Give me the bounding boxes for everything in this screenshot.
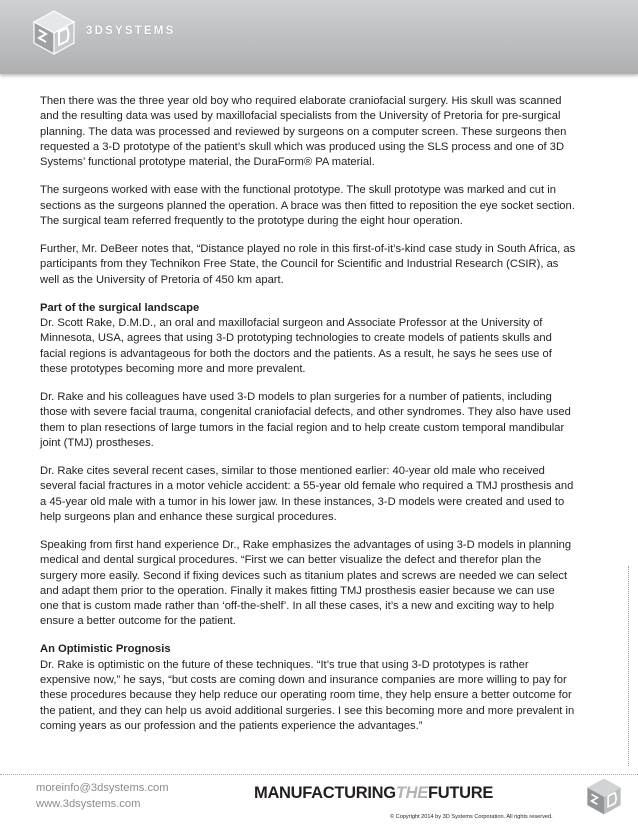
paragraph (40, 390, 576, 451)
paragraph-text: Dr. Rake and his colleagues have used 3-D models to plan surgeries for a number of patients, including those with severe facial trauma, congenital craniofacial defects, and other syndromes. They also have used them to plan resections of large tumors in the facial region and to help create custom temporal mandibular joint (TMJ) prostheses. (40, 390, 571, 449)
side-divider (628, 566, 629, 766)
paragraph-text: Then there was the three year old boy who required elaborate craniofacial surgery. His skull was scanned and the resulting data was used by maxillofacial specialists from the University of Pretoria for pre-surgical planning. The data was processed and reviewed by surgeons on a computer screen. These surgeons then requested a 3-D prototype of the patient’s skull which was produced using the SLS process and one of 3D Systems’ functional prototype material, the DuraForm® PA material. (40, 95, 567, 169)
3d-cube-logo-icon (30, 8, 78, 56)
footer-divider (0, 774, 638, 775)
footer-contact (36, 781, 169, 812)
paragraph (40, 183, 576, 229)
paragraph (40, 464, 576, 525)
paragraph-text: The surgeons worked with ease with the functional prototype. The skull prototype was marked and cut in sections as the surgeons planned the operation. A brace was then fitted to reposition the eye socket section. The surgical team referred frequently to the prototype during the eight hour operation. (40, 184, 575, 227)
paragraph (40, 642, 576, 734)
section-heading: Part of the surgical landscape (40, 301, 200, 314)
paragraph-text: Further, Mr. DeBeer notes that, “Distance played no role in this first-of-it’s-kind case study in South Africa, as participants from they Technikon Free State, the Council for Scientific and Industrial Research (CSIR), as well as the University of Pretoria of 450 km apart. (40, 242, 576, 286)
page-header (0, 0, 638, 74)
paragraph (40, 538, 576, 630)
paragraph (40, 242, 576, 288)
article-body (40, 94, 576, 747)
paragraph-text: Speaking from first hand experience Dr., Rake emphasizes the advantages of using 3-D models in planning medical and dental surgical procedures. “First we can better visualize the defect and therefor plan the surgery more easily. Second if fixing devices such as titanium plates and screws are needed we can select and adapt them prior to the operation. Finally it makes fitting TMJ prosthesis easier because we can use one that is custom made rather than ‘off-the-shelf’. In all these cases, it’s a new and exciting way to help ensure a better outcome for the patient. (40, 538, 572, 628)
copyright-notice: © Copyright 2014 by 3D Systems Corporation. All rights reserved. (390, 814, 553, 820)
tagline-manufacturing: MANUFACTURING (254, 784, 396, 802)
website-link[interactable]: www.3dsystems.com (36, 797, 141, 810)
3d-cube-logo-icon (584, 776, 624, 816)
contact-email-link[interactable]: moreinfo@3dsystems.com (36, 782, 169, 794)
section-heading: An Optimistic Prognosis (40, 643, 171, 656)
paragraph (40, 94, 576, 170)
brand-wordmark: 3DSYSTEMS (86, 25, 176, 37)
footer-tagline (254, 784, 493, 803)
paragraph (40, 301, 576, 377)
paragraph-text: Dr. Rake cites several recent cases, similar to those mentioned earlier: 40-year old male who received several facial fractures in a motor vehicle accident: a 55-year old female who required a TMJ prosthesis and a 45-year old male with a tumor in his lower jaw. In these instances, 3-D models were created and used to help surgeons plan and enhance these surgical procedures. (40, 464, 574, 523)
paragraph-text: Dr. Rake is optimistic on the future of these techniques. “It’s true that using 3-D prototypes is rather expensive now,” he says, “but costs are coming down and insurance companies are more willing to pay for these procedures because they help reduce our operating room time, they help ensure a better outcome for the patient, and they can help us avoid additional surgeries. I see this becoming more and more prevalent in coming years as our profession and the patients experience the advantages.” (40, 658, 575, 732)
tagline-future: FUTURE (427, 784, 494, 802)
tagline-the: THE (395, 784, 428, 802)
paragraph-text: Dr. Scott Rake, D.M.D., an oral and maxillofacial surgeon and Associate Professor at the University of Minnesota, USA, agrees that using 3-D prototyping technologies to create models of patients skulls and facial regions is advantageous for both the doctors and the patients. As a result, he says he sees use of these prototypes becoming more and more prevalent. (40, 316, 552, 375)
